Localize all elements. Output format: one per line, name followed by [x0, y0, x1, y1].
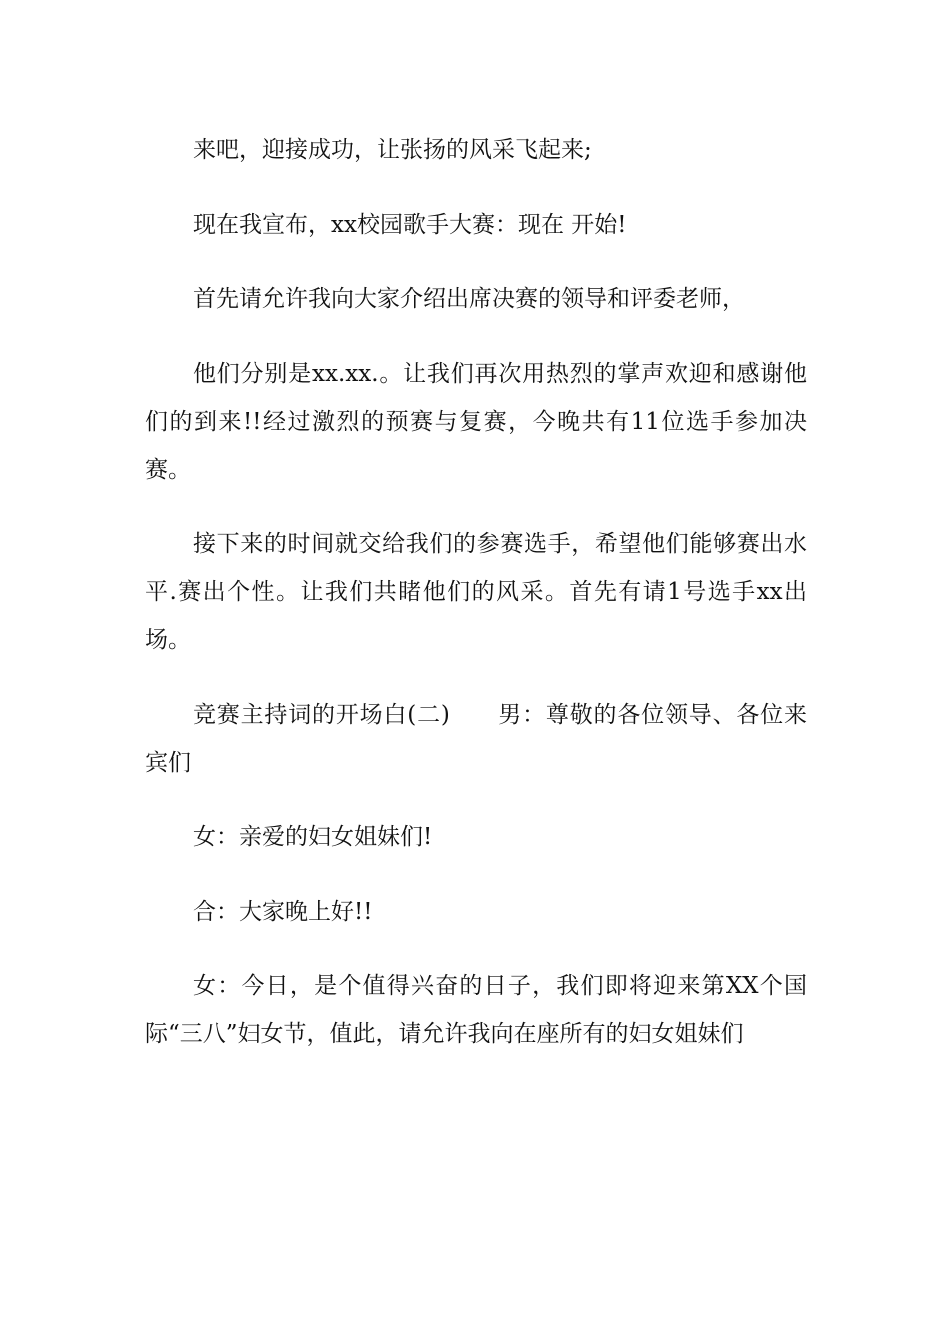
paragraph-7: 女：亲爱的妇女姐妹们!: [193, 824, 433, 850]
paragraph-3: 首先请允许我向大家介绍出席决赛的领导和评委老师，: [193, 286, 745, 312]
paragraph-4: 他们分别是xx.xx.。让我们再次用热烈的掌声欢迎和感谢他们的到来!!经过激烈的预赛与复赛，今晚共有11位选手参加决赛。: [145, 360, 807, 483]
paragraph-5: 接下来的时间就交给我们的参赛选手，希望他们能够赛出水平.赛出个性。让我们共睹他们的风采。首先有请1号选手xx出场。: [145, 531, 807, 653]
paragraph-1: 来吧，迎接成功，让张扬的风采飞起来;: [193, 137, 592, 163]
document-body: [145, 126, 807, 1058]
paragraph-9: 女：今日，是个值得兴奋的日子，我们即将迎来第XX个国际“三八”妇女节，值此，请允许我向在座所有的妇女姐妹们: [145, 973, 807, 1047]
paragraph-6: 竞赛主持词的开场白(二) 男：尊敬的各位领导、各位来宾们: [145, 701, 807, 776]
paragraph-2: 现在我宣布，xx校园歌手大赛：现在 开始!: [193, 211, 627, 238]
paragraph-8: 合：大家晚上好!!: [193, 898, 373, 925]
